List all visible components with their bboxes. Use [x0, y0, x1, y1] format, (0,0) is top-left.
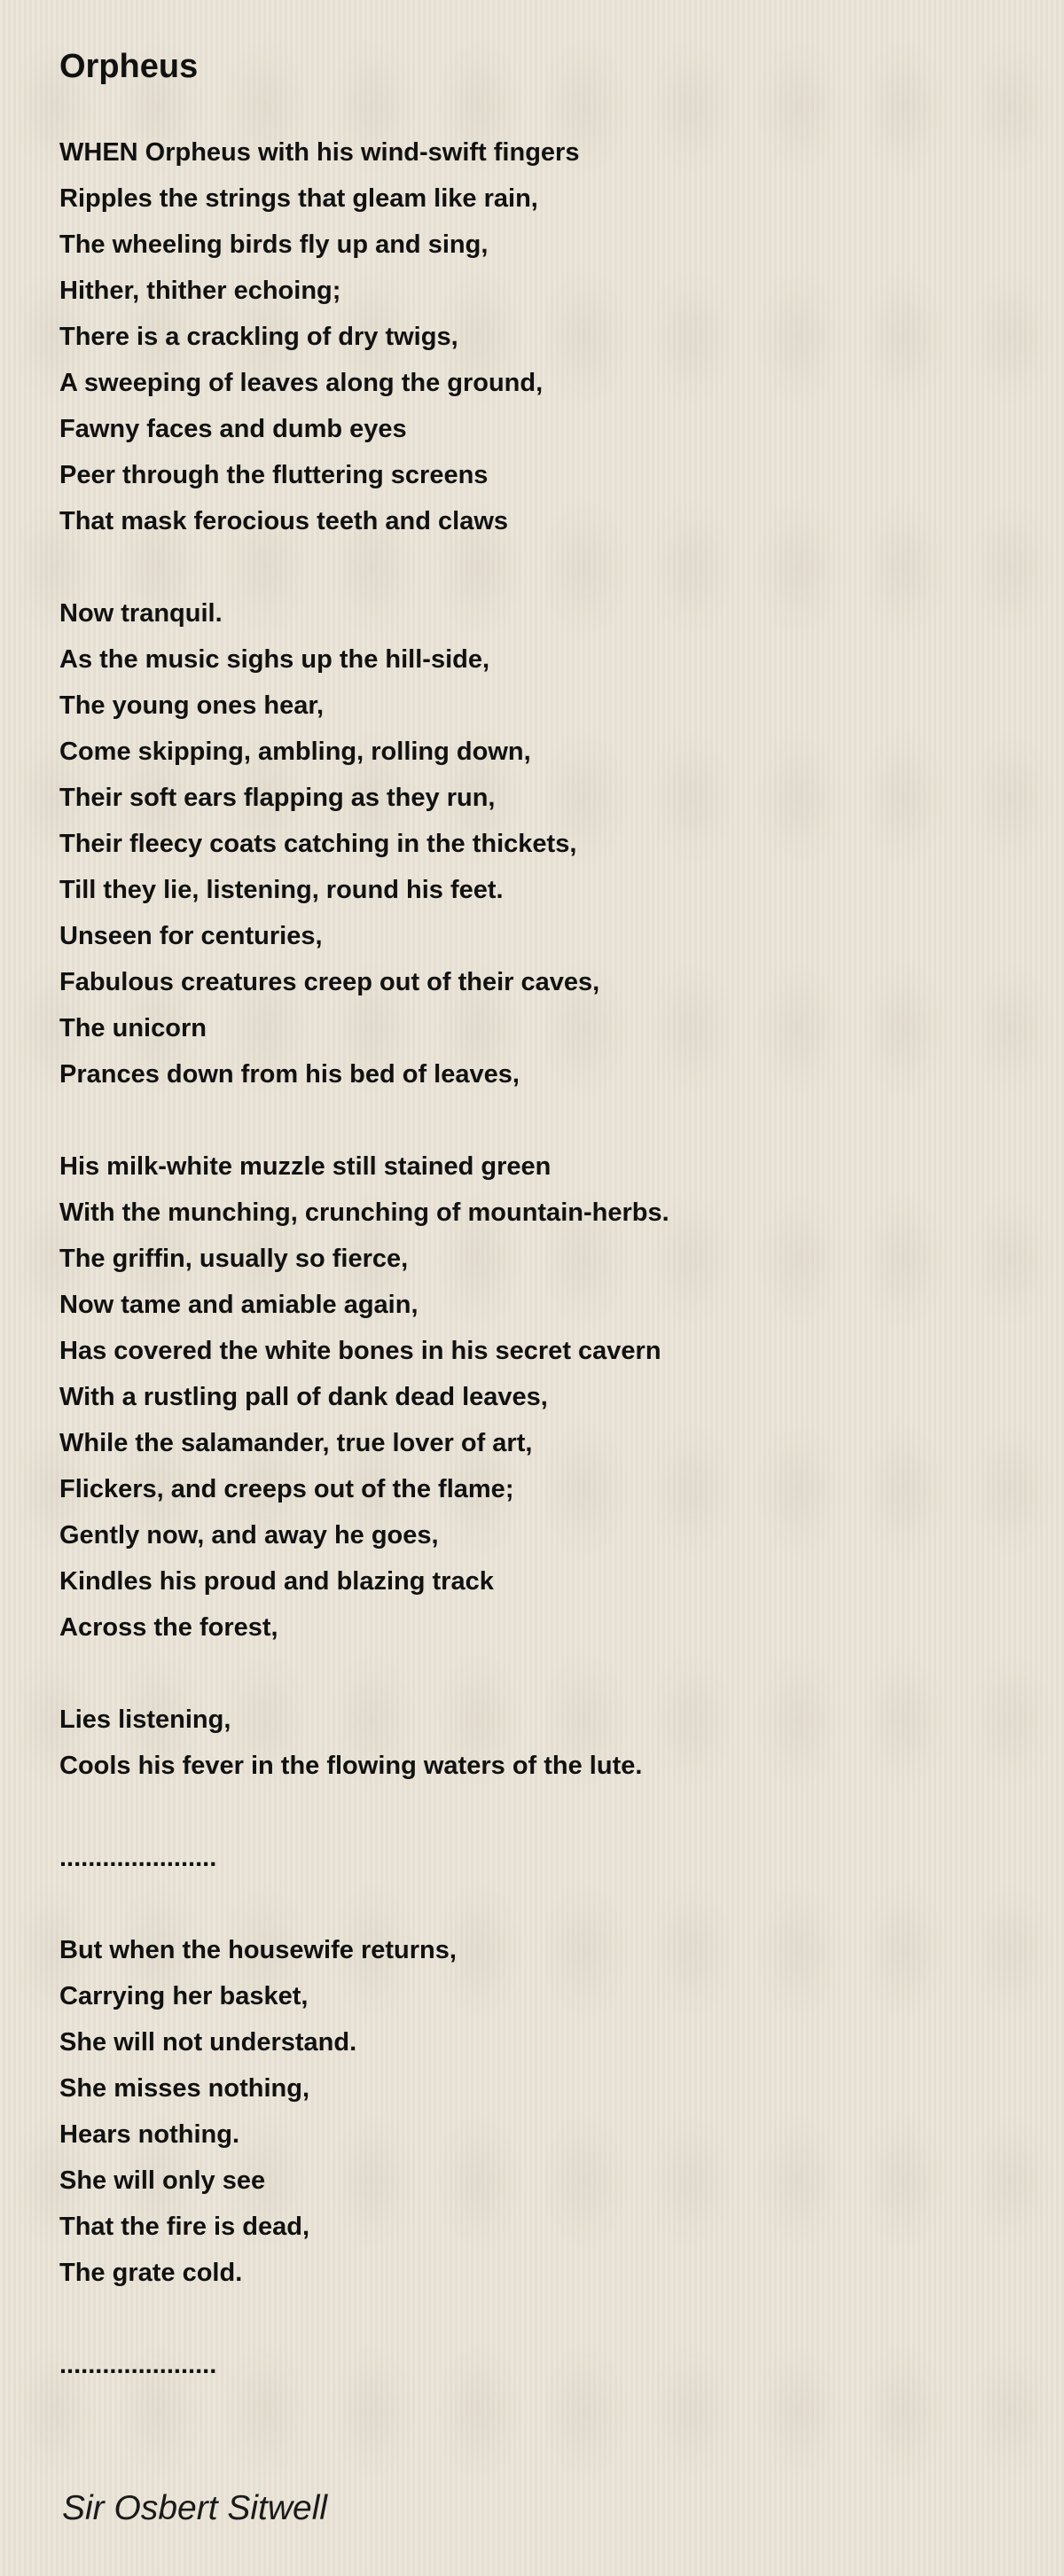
poem-line: The grate cold. — [59, 2259, 243, 2287]
blank-line — [59, 2296, 1017, 2342]
poem-line: Hither, thither echoing; — [59, 277, 341, 305]
poem-line: Now tame and amiable again, — [59, 1291, 419, 1319]
poem-line: WHEN Orpheus with his wind-swift fingers — [59, 138, 580, 167]
poem-line: The griffin, usually so fierce, — [59, 1245, 409, 1273]
poem-line: Come skipping, ambling, rolling down, — [59, 738, 531, 766]
poem-line: There is a crackling of dry twigs, — [59, 323, 458, 351]
blank-line — [59, 544, 1017, 590]
poem-line: Ripples the strings that gleam like rain, — [59, 184, 538, 213]
poem-line: But when the housewife returns, — [59, 1936, 457, 1964]
poem-line: The young ones hear, — [59, 691, 325, 720]
blank-line — [59, 1651, 1017, 1697]
poem-author: Sir Osbert Sitwell — [62, 2489, 328, 2527]
poem-line: Lies listening, — [59, 1706, 231, 1734]
poem-line: ...................... — [59, 1844, 217, 1872]
poem-line: Prances down from his bed of leaves, — [59, 1060, 520, 1089]
blank-line — [59, 1789, 1017, 1835]
poem-line: Unseen for centuries, — [59, 922, 323, 950]
poem-line: She misses nothing, — [59, 2074, 309, 2103]
poem-line: Cools his fever in the flowing waters of the lute. — [59, 1752, 643, 1780]
poem-line: That the fire is dead, — [59, 2213, 309, 2241]
poem-line: Fawny faces and dumb eyes — [59, 415, 407, 443]
poem-body — [59, 129, 1017, 2388]
poem-line: Peer through the fluttering screens — [59, 461, 489, 489]
poem-line: Their fleecy coats catching in the thickets, — [59, 830, 577, 858]
poem-line: ...................... — [59, 2351, 217, 2379]
poem-line: With the munching, crunching of mountain-herbs. — [59, 1198, 669, 1227]
poem-line: Flickers, and creeps out of the flame; — [59, 1475, 514, 1503]
poem-line: Now tranquil. — [59, 599, 223, 628]
poem-line: Fabulous creatures creep out of their caves, — [59, 968, 600, 996]
poem-container — [59, 44, 1017, 2388]
poem-line: The wheeling birds fly up and sing, — [59, 230, 489, 259]
poem-line: That mask ferocious teeth and claws — [59, 507, 509, 535]
poem-line: Their soft ears flapping as they run, — [59, 784, 496, 812]
poem-line: Kindles his proud and blazing track — [59, 1567, 494, 1596]
poem-title: Orpheus — [59, 48, 199, 85]
blank-line — [59, 1097, 1017, 1144]
poem-line: A sweeping of leaves along the ground, — [59, 369, 544, 397]
poem-line: While the salamander, true lover of art, — [59, 1429, 533, 1457]
poem-line: His milk-white muzzle still stained green — [59, 1152, 552, 1181]
poem-line: As the music sighs up the hill-side, — [59, 645, 490, 674]
poem-line: The unicorn — [59, 1014, 207, 1042]
poem-line: Hears nothing. — [59, 2120, 240, 2149]
poem-line: Till they lie, listening, round his feet. — [59, 876, 504, 904]
blank-line — [59, 1881, 1017, 1927]
poem-line: Has covered the white bones in his secret cavern — [59, 1337, 661, 1365]
poem-line: Gently now, and away he goes, — [59, 1521, 439, 1550]
poem-line: Carrying her basket, — [59, 1982, 309, 2010]
poem-line: With a rustling pall of dank dead leaves, — [59, 1383, 548, 1411]
poem-line: She will only see — [59, 2166, 266, 2195]
poem-line: She will not understand. — [59, 2028, 357, 2057]
poem-line: Across the forest, — [59, 1613, 278, 1642]
